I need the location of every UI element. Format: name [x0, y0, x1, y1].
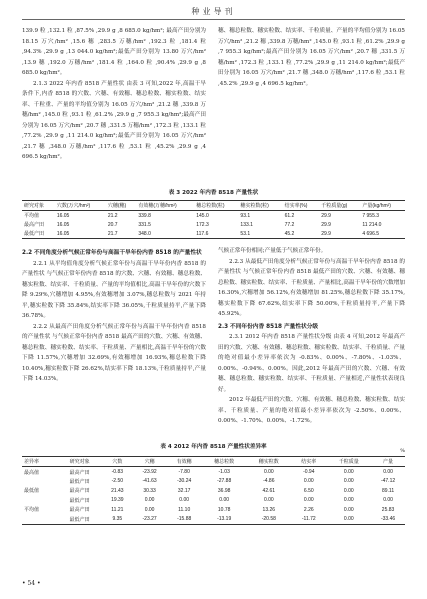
table-cell: 最高产田 — [69, 507, 90, 514]
table3-caption: 表 3 2022 年内香 8518 产量性状 — [168, 190, 259, 196]
table-cell — [22, 514, 57, 524]
table-cell: 30.33 — [143, 487, 156, 494]
paragraph: 2.1.3 2022 年内香 8518 产量性状 由表 3 可知,2022 年,高温干旱条件下,内香 8518 的穴数、穴穗、有效穗、穗总粒数、穗实粒数、结实率、千粒重、产量的平均值分别为 16.05 万穴/hm² ,21.2 穗 ,339.8 万穗/hm² ,145.0 粒 ,93.1 粒 ,61.2% ,29.9 g ,7 955.3 kg/hm²;最高产田分别为 16.05 万穴/hm² ,20.7 穗 ,331.5 万穗/hm² ,172.3 粒 ,133.1 粒 ,77.2% ,29.9 g ,11 214.0 kg/hm²;最低产田分别为 16.05 万穴/hm² ,21.7 穗 ,348.0 万穗/hm² ,117.6 粒 ,53.1 粒 ,45.2% ,29.9 g ,4 696.5 kg/hm²。 — [22, 80, 206, 160]
table-cell: 29.9 — [321, 221, 331, 228]
table-header-cell: 穴穗 — [144, 459, 155, 466]
table-cell: 2.26 — [303, 506, 314, 513]
table-cell: 21.43 — [111, 487, 124, 494]
table-cell: 13.26 — [262, 506, 276, 513]
table-row — [22, 514, 405, 524]
table-row — [22, 467, 405, 477]
paragraph: 气候正常年份相同;产量低于气候正常年份。 — [218, 248, 327, 254]
table-header-cell: 产量(kg/hm²) — [362, 203, 391, 209]
table-cell: 21.2 — [107, 212, 118, 219]
table-row — [22, 505, 405, 514]
table-cell: 77.2 — [284, 221, 295, 228]
table-cell: 133.1 — [240, 221, 253, 228]
table-cell: 最低值 — [24, 488, 40, 495]
table3 — [22, 200, 405, 239]
table-cell: 平均值 — [24, 213, 40, 219]
table-cell: 最高产田 — [24, 222, 45, 228]
journal-header — [0, 6, 427, 24]
table-cell: -0.83 — [111, 469, 124, 476]
page-number: • 54 • — [22, 580, 41, 587]
table-cell: 11.21 — [111, 506, 124, 513]
table-cell: 0.00 — [343, 506, 354, 513]
table-cell: 42.61 — [262, 487, 276, 494]
table-cell: 4 696.5 — [362, 230, 380, 237]
table-cell: 0.00 — [383, 469, 393, 476]
table-cell: 348.0 — [138, 230, 151, 237]
table-cell: 0.00 — [343, 478, 354, 485]
table-cell: 最低产田 — [69, 497, 90, 504]
table-header-cell: 有效穗(万穗/hm²) — [138, 203, 177, 209]
table-cell: -11.72 — [301, 516, 316, 523]
table-cell: 11.10 — [178, 506, 191, 513]
table-header-cell: 千粒质量 — [338, 459, 359, 466]
table-header-cell: 穗实粒数 — [258, 459, 279, 466]
table-cell: 172.3 — [196, 221, 209, 228]
table-row — [22, 496, 405, 505]
table-cell: 9.35 — [112, 516, 123, 523]
paragraph: 139.9 粒 ,132.1 粒 ,87.5% ,29.9 g ,8 685.0 kg/hm²; 最高产田分别为 18.15 万穴/hm² ,15.6 穗 ,283.5 万穗/hm² ,192.3 粒 ,181.4 粒 ,94.3% ,29.9 g ,13 044.0 kg/hm²;最低产田分别为 13.80 万穴/hm² ,13.9 穗 ,192.0 万穗/hm² ,181.4 粒 ,164.0 粒 ,90.4% ,29.9 g ,8 685.0 kg/hm²。 — [22, 28, 206, 76]
table-cell: 10.78 — [217, 506, 231, 513]
header-rule — [22, 19, 405, 20]
table-cell: 36.98 — [217, 487, 231, 494]
left-column-bottom — [22, 246, 206, 385]
table-header-cell: 产量 — [383, 459, 394, 466]
table-cell: 7 955.3 — [362, 212, 380, 219]
table-cell: 0.00 — [303, 497, 314, 504]
table-cell: -20.58 — [261, 516, 276, 523]
table-cell: -41.63 — [142, 478, 157, 485]
table-cell: 331.5 — [138, 221, 151, 228]
table-cell: 16.05 — [56, 230, 70, 237]
table-row — [22, 486, 405, 495]
table-cell: -13.19 — [217, 516, 232, 523]
table-cell: -7.80 — [178, 469, 190, 476]
table-header-cell: 千粒质量(g) — [321, 203, 348, 209]
table-cell: 6.50 — [303, 487, 314, 494]
table-cell: 最高产田 — [69, 488, 90, 495]
table-cell: 20.7 — [107, 221, 118, 228]
table-header-cell: 穗实粒数(粒) — [240, 203, 269, 209]
table-cell: 平均值 — [24, 507, 40, 514]
table-cell: 最低产田 — [69, 478, 90, 485]
table-cell: 29.9 — [321, 212, 331, 219]
table-cell: 89.11 — [381, 487, 395, 494]
table-cell: -27.88 — [217, 478, 232, 485]
table-cell: 21.7 — [107, 230, 118, 237]
table-cell: 0.00 — [343, 487, 354, 494]
paragraph: 2.3 不同年份内香 8518 产量性状分级 — [218, 323, 319, 330]
table-cell: -47.12 — [380, 478, 396, 485]
table-cell: 16.05 — [56, 212, 70, 219]
paragraph: 2.2.1 从平均值角度分析气候正常年份与高温干旱年份内香 8518 的产量性状 与气候正常年份内香 8518 的穴数、穴穗、有效穗、穗总粒数、穗实粒数、结实率、千粒质量、产量的平均值相比,高温干旱年份的穴数下降 9.29%,穴穗增加 4.95%,有效穗增加 3.07%,穗总粒数与 2021 年持平,穗实粒数下降 35.84%,结实率下降 36.05%,千粒质量持平,产量下降 36.78%。 — [22, 260, 206, 319]
table-cell: 93.1 — [240, 212, 251, 219]
journal-title: 种业导刊 — [191, 7, 236, 16]
table4-caption: 表 4 2012 年内香 8518 产量性状差异率 — [160, 444, 267, 450]
table-cell: -23.27 — [142, 516, 157, 523]
table-row — [22, 211, 405, 221]
table-cell: 0.00 — [144, 506, 155, 513]
table-header-cell: 穗总粒数(粒) — [196, 203, 225, 209]
right-column-top — [218, 26, 405, 89]
table-cell: -30.24 — [177, 478, 192, 485]
table-cell: 最低产田 — [69, 516, 90, 523]
table-row — [22, 477, 405, 486]
table-cell — [22, 496, 57, 505]
table-cell: -2.50 — [111, 478, 124, 485]
right-column-bottom — [218, 246, 405, 427]
table-header-cell: 穴穗(穗) — [107, 203, 127, 209]
table-cell: 145.0 — [196, 212, 209, 219]
table-header-cell: 穗总粒数 — [214, 459, 235, 466]
table-cell: 339.8 — [138, 212, 151, 219]
table-cell: 最低产田 — [24, 231, 45, 237]
table-cell: 0.00 — [219, 497, 230, 504]
table-row — [22, 220, 405, 229]
table-cell: 0.00 — [144, 497, 155, 504]
paragraph: 2.2 不同角度分析气候正常年份与高温干旱年份内香 8518 的产量性状 — [22, 250, 202, 256]
left-column-top — [22, 26, 206, 163]
table-cell: 117.6 — [196, 230, 209, 237]
table-cell: -4.86 — [263, 478, 275, 485]
table-cell — [22, 477, 57, 486]
paragraph: 2.2.3 从最低产田角度分析气候正常年份与高温干旱年份内香 8518 的产量性状 与气候正常年份内香 8518 最低产田的穴数、穴穗、有效穗、穗总粒数、穗实粒数、结实率、千粒质量、产量相比,高温干旱年份的穴数增加 16.30%,穴穗增加 56.12%,有效穗增加 81.25%,穗总粒数下降 35.17%,穗实粒数下降 67.62%,结实率下降 50.00%,千粒质量持平,产量下降 45.92%。 — [218, 258, 405, 317]
table-header-cell: 穴数(万穴/hm²) — [56, 203, 91, 209]
table-cell: 0.00 — [343, 516, 354, 523]
paragraph: 2.2.2 从最高产田角度分析气候正常年份与高温干旱年份内香 8518 的产量性状 与气候正常年份内香 8518 最高产田的穴数、穴穗、有效穗、穗总粒数、穗实粒数、结实率、千粒质量、产量相比,高温干旱年份的穴数下降 11.57%,穴穗增加 32.69%,有效穗增加 16.93%,穗总粒数下降 10.40%,穗实粒数下降 26.62%,结实率下降 18.13%,千粒质量持平,产量下降 14.03%。 — [22, 323, 206, 382]
table-header-cell: 结实率(%) — [284, 203, 308, 209]
table-cell: 0.00 — [303, 478, 314, 485]
table-cell: -0.94 — [303, 469, 315, 476]
table-cell: 最高产田 — [69, 469, 90, 476]
table-header-cell: 研究对象 — [69, 459, 90, 466]
table-cell: -23.92 — [142, 469, 157, 476]
table-cell: 0.00 — [343, 497, 354, 504]
table-cell: 0.00 — [383, 497, 393, 504]
table-cell: 61.2 — [284, 212, 295, 219]
table-header-cell: 差异率 — [24, 459, 40, 466]
table-cell: 16.05 — [56, 221, 70, 228]
paragraph: 2.3.1 2012 年内香 8518 产量性状分级 由表 4 可知,2012 年最高产田的穴数、穴穗、有效穗、穗总粒数、穗实粒数、结实率、千粒质量、产量的绝对值最小差异率依次为 -0.83%、0.00%、-7.80%、-1.03%、0.00%、-0.94%、0.00%。因此,2012 年最高产田的穴数、穴穗、有效穗、穗总粒数、穗实粒数、结实率、千粒质量、产量相近,产量性状表现良好。 — [218, 334, 405, 393]
paragraph: 2012 年最低产田的穴数、穴穗、有效穗、穗总粒数、穗实粒数、结实率、千粒质量、产量的绝对值最小差异率依次为 -2.50%、0.00%、0.00%、-1.70%、0.00%、-1.72%。 — [218, 397, 405, 424]
table-cell: -15.88 — [177, 516, 192, 523]
table-header-cell: 穴数 — [112, 459, 123, 466]
table-row — [22, 229, 405, 239]
table-header-cell: 结实率 — [301, 459, 317, 466]
table-cell: -1.03 — [218, 469, 230, 476]
table-cell: 32.17 — [177, 487, 191, 494]
table-cell: 53.1 — [240, 230, 251, 237]
paragraph: 穗、穗总粒数、穗实粒数、结实率、千粒质量、产量的平均值分别为 16.05 万穴/hm² ,21.2 穗 ,339.8 万穗/hm² ,145.0 粒 ,93.1 粒 ,61.2% ,29.9 g ,7 955.3 kg/hm²;最高产田分别为 16.05 万穴/hm² ,20.7 穗 ,331.5 万穗/hm² ,172.3 粒 ,133.1 粒 ,77.2% ,29.9 g ,11 214.0 kg/hm²;最低产田分别为 16.05 万穴/hm² ,21.7 穗 ,348.0 万穗/hm² ,117.6 粒 ,53.1 粒 ,45.2% ,29.9 g ,4 696.5 kg/hm²。 — [218, 28, 405, 87]
table-cell: 29.9 — [321, 230, 331, 237]
table-cell: 11 214.0 — [362, 221, 382, 228]
table-cell: 最高值 — [24, 469, 40, 476]
table-header-cell: 研究对象 — [24, 203, 45, 209]
table-cell: -33.46 — [380, 516, 396, 523]
table-cell: 45.2 — [284, 230, 295, 237]
table-cell: 19.39 — [111, 497, 124, 504]
table-header-cell: 有效穗 — [176, 459, 192, 466]
table-cell: 0.00 — [263, 497, 274, 504]
table-cell: 0.00 — [343, 469, 354, 476]
table4 — [22, 456, 405, 525]
table-cell: 0.00 — [263, 469, 274, 476]
table-cell: 25.83 — [381, 506, 395, 513]
table-cell: 0.00 — [179, 497, 190, 504]
table4-unit: % — [400, 448, 405, 454]
